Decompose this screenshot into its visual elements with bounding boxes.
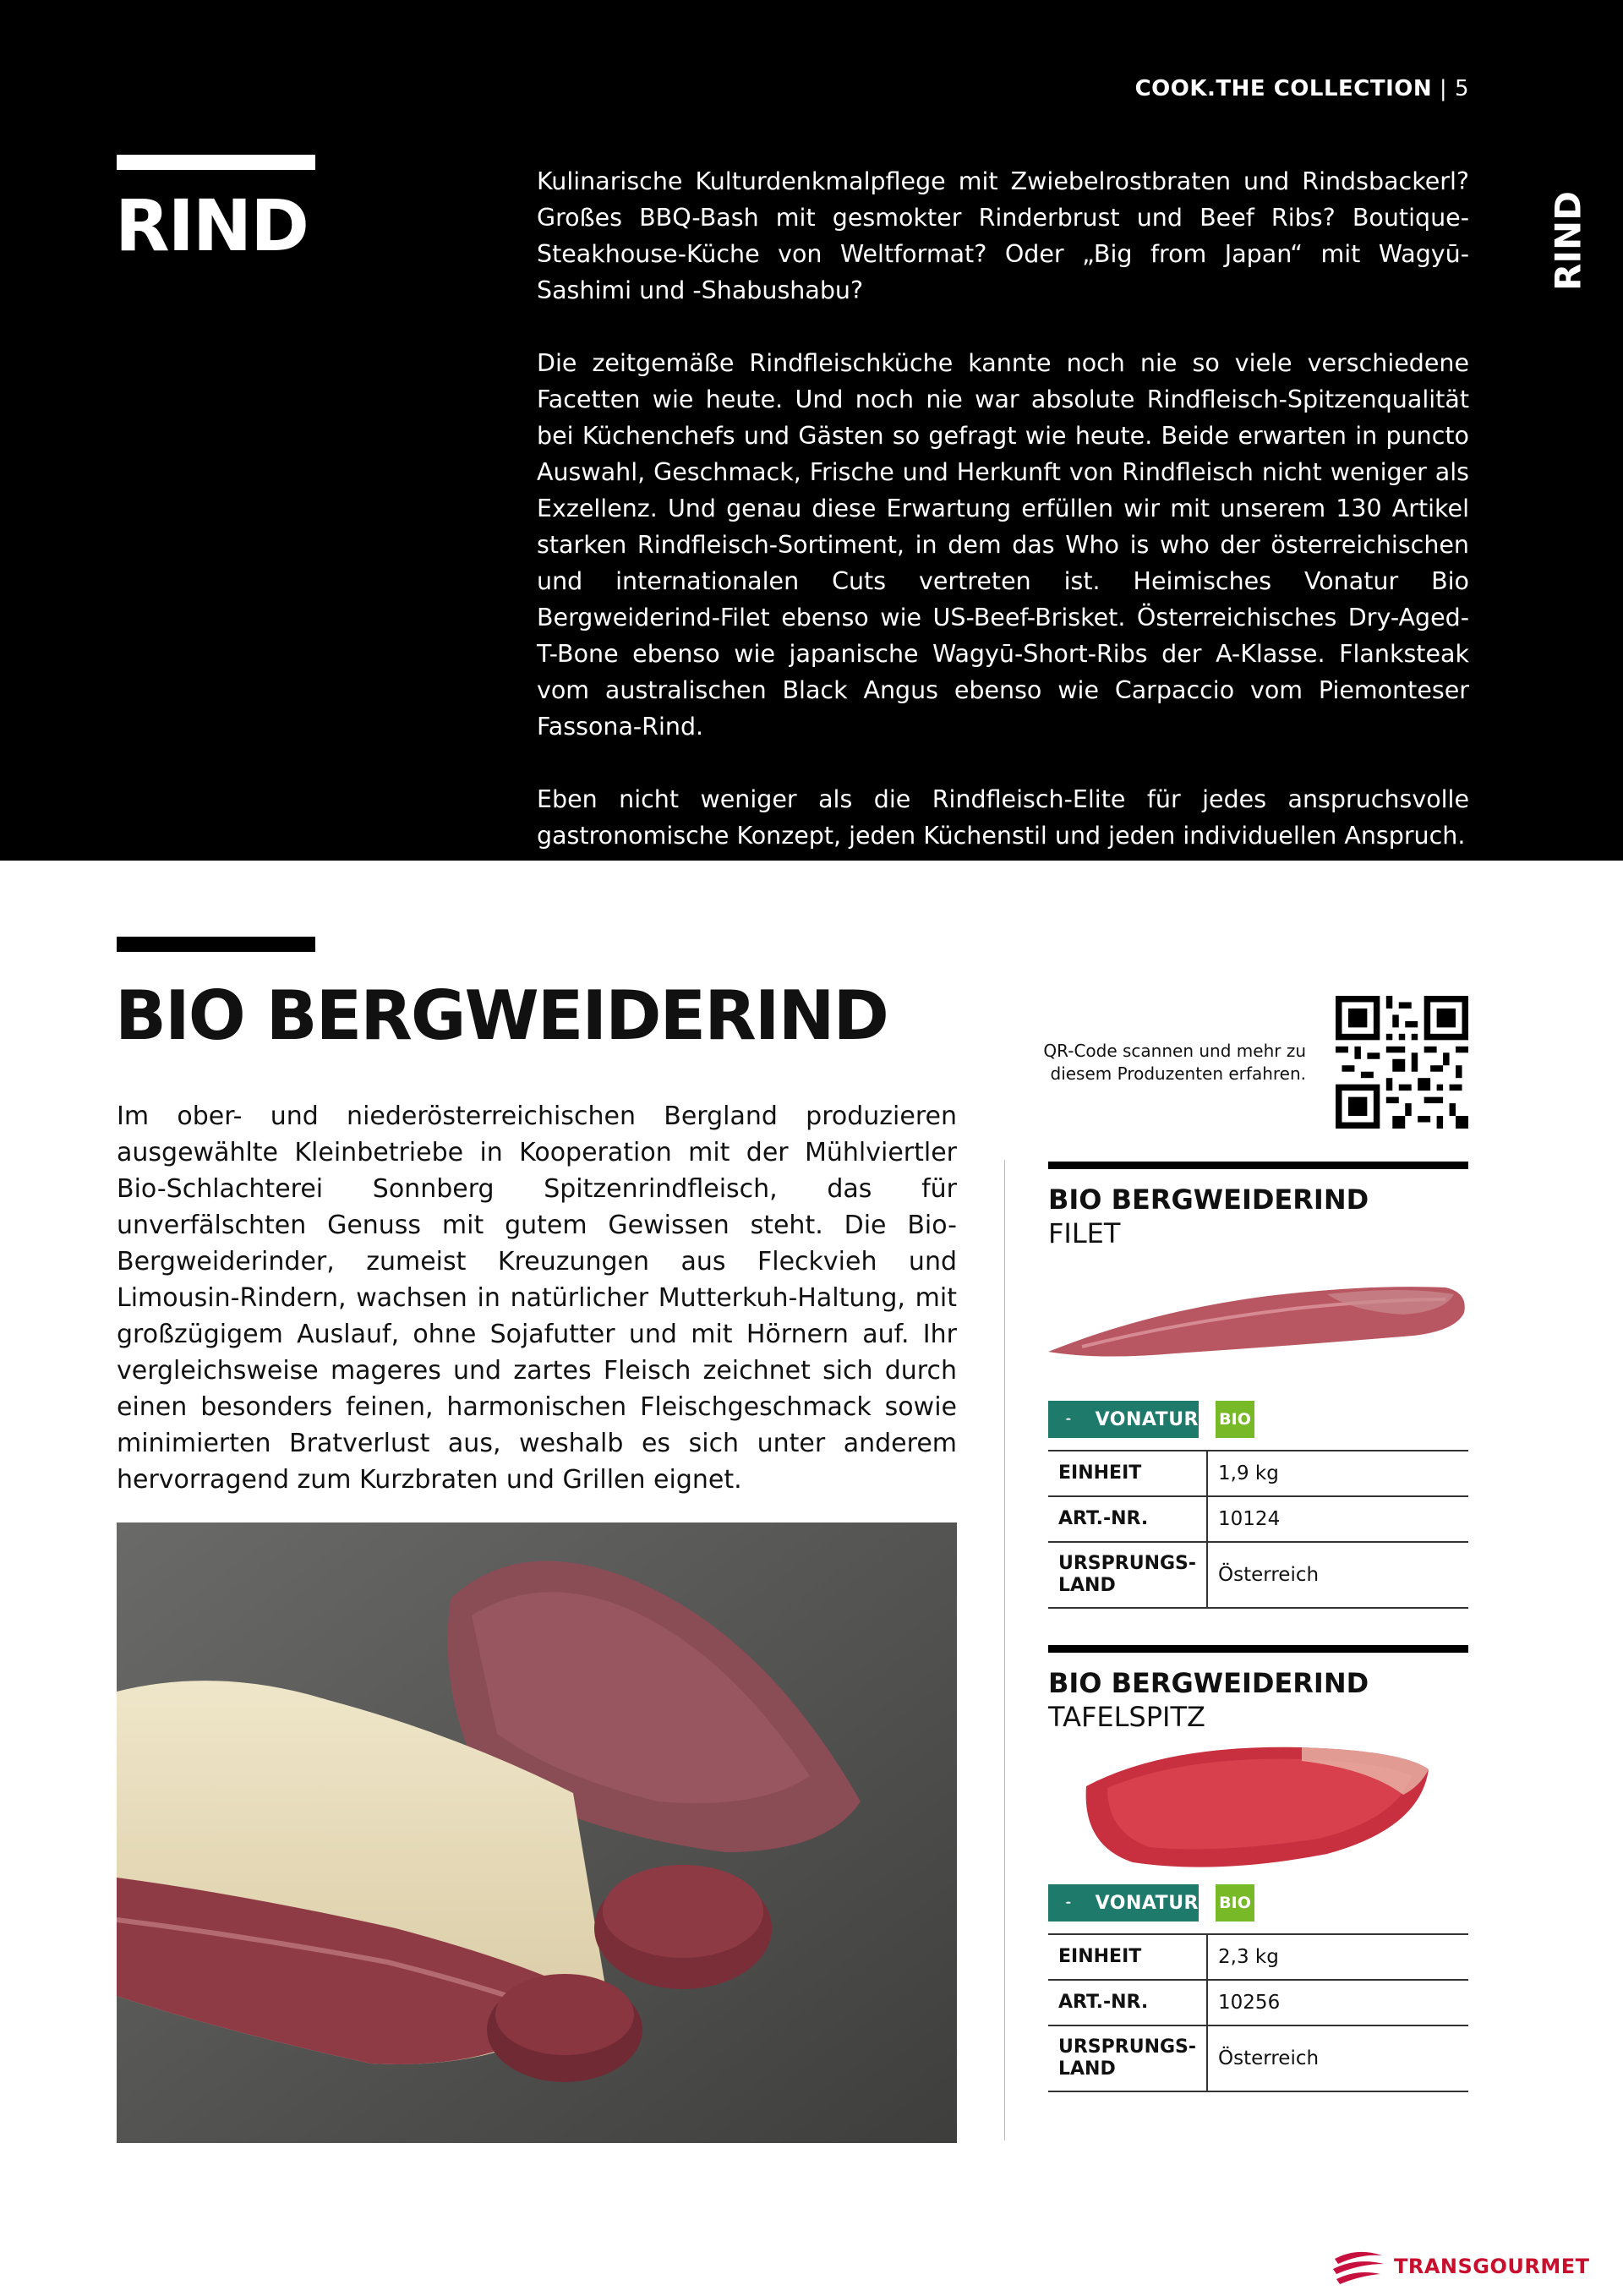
vonatur-leaf-icon <box>1065 1411 1072 1428</box>
product-cut: TAFELSPITZ <box>1048 1701 1205 1733</box>
spec-value: 10256 <box>1218 1992 1281 2014</box>
intro-paragraph: Kulinarische Kulturdenkmalpflege mit Zwiebelrostbraten und Rindsbackerl? Großes BBQ-Bash mit gesmokter Rinderbrust und Beef Ribs? Boutique-Steakhouse-Küche von Weltformat? Oder „Big from Japan“ mit Wagyū-Sashimi und -Shabushabu? <box>537 167 1469 304</box>
vonatur-leaf-icon <box>1065 1894 1072 1911</box>
spec-key: ART.-NR. <box>1048 1980 1207 2025</box>
spec-row <box>1048 1980 1468 2025</box>
vonatur-badge <box>1048 1884 1199 1922</box>
product-cut: FILET <box>1048 1217 1121 1249</box>
spec-row <box>1048 1451 1468 1496</box>
tafelspitz-illustration <box>1048 1736 1468 1871</box>
spec-row <box>1048 2025 1468 2091</box>
badge-row <box>1048 1401 1468 1438</box>
qr-caption <box>1010 1040 1306 1085</box>
product-card-filet <box>1048 1162 1468 1609</box>
spec-table <box>1048 1450 1468 1609</box>
spec-row <box>1048 1496 1468 1542</box>
spec-value: 1,9 kg <box>1218 1462 1279 1484</box>
feature-title: BIO BERGWEIDERIND <box>115 976 888 1055</box>
transgourmet-logo[interactable] <box>1331 2249 1590 2284</box>
product-card-tafelspitz <box>1048 1645 1468 2092</box>
vonatur-badge <box>1048 1401 1199 1438</box>
side-tab-label: RIND <box>1547 191 1589 291</box>
tafelspitz-image <box>1048 1736 1468 1871</box>
filet-illustration <box>1048 1252 1468 1387</box>
brand-name: TRANSGOURMET <box>1394 2255 1590 2278</box>
spec-table <box>1048 1933 1468 2092</box>
product-name: BIO BERGWEIDERIND <box>1048 1184 1369 1216</box>
feature-accent-bar <box>117 937 315 952</box>
qr-caption-line: diesem Produzenten erfahren. <box>1050 1063 1306 1084</box>
feature-body: Im ober- und niederösterreichischen Bergland produzieren ausgewählte Kleinbetriebe in Kooperation mit der Mühlviertler Bio-Schlachterei Sonnberg Spitzenrindfleisch, das für unverfälschten Genuss mit gutem Gewissen steht. Die Bio-Bergweiderinder, zumeist Kreuzungen aus Fleckvieh und Limousin-Rindern, wachsen in natürlicher Mutterkuh-Haltung, mit großzügigem Auslauf, ohne Sojafutter und mit Hörnern auf. Ihr vergleichsweise mageres und zartes Fleisch zeichnet sich durch einen besonders feinen, harmonischen Fleischgeschmack sowie minimierten Bratverlust aus, weshalb es sich unter anderem hervorragend zum Kurzbraten und Grillen eignet. <box>117 1102 957 1495</box>
transgourmet-swoosh-icon <box>1331 2249 1385 2284</box>
side-tab <box>1543 191 1593 291</box>
bio-badge: BIO <box>1216 1884 1254 1922</box>
spec-value: 10124 <box>1218 1508 1281 1530</box>
intro-text <box>537 163 1469 890</box>
spec-key: ART.-NR. <box>1048 1496 1207 1542</box>
title-accent-bar <box>117 155 315 170</box>
spec-value: 2,3 kg <box>1218 1946 1279 1968</box>
bio-badge: BIO <box>1216 1401 1254 1438</box>
spec-key-line: URSPRUNGS- <box>1058 2036 1197 2058</box>
vonatur-label: VONATUR <box>1095 1408 1199 1430</box>
vonatur-label: VONATUR <box>1095 1892 1199 1914</box>
section-title: RIND <box>115 184 308 267</box>
collection-title: COOK.THE COLLECTION <box>1134 76 1433 101</box>
spec-key: EINHEIT <box>1048 1451 1207 1496</box>
intro-paragraph: Die zeitgemäße Rindfleischküche kannte noch nie so viele verschiedene Facetten wie heute. Und noch nie war absolute Rindfleisch-Spitzenqualität bei Küchenchefs und Gästen so gefragt wie heute. Beide erwarten in puncto Auswahl, Geschmack, Frische und Herkunft von Rindfleisch nicht weniger als Exzellenz. Und genau diese Erwartung erfüllen wir mit unserem 130 Artikel starken Rindfleisch-Sortiment, in dem das Who is who der österreichischen und internationalen Cuts vertreten ist. Heimisches Vonatur Bio Bergweiderind-Filet ebenso wie US-Beef-Brisket. Österreichisches Dry-Aged-T-Bone ebenso wie japanische Wagyū-Short-Ribs der A-Klasse. Flanksteak vom australischen Black Angus ebenso wie Carpaccio vom Piemonteser Fassona-Rind. <box>537 349 1469 741</box>
spec-value: Österreich <box>1218 1564 1320 1586</box>
qr-code-icon[interactable] <box>1336 996 1468 1129</box>
filet-image <box>1048 1252 1468 1387</box>
spec-row <box>1048 1542 1468 1608</box>
spec-key-line: URSPRUNGS- <box>1058 1553 1197 1574</box>
spec-key <box>1048 2025 1207 2091</box>
spec-row <box>1048 1934 1468 1980</box>
column-divider <box>1004 1160 1005 2140</box>
spec-key: EINHEIT <box>1048 1934 1207 1980</box>
running-header <box>1135 76 1469 101</box>
product-bar <box>1048 1645 1468 1653</box>
spec-key-line: LAND <box>1058 1575 1116 1596</box>
spec-key <box>1048 1542 1207 1608</box>
qr-caption-line: QR-Code scannen und mehr zu <box>1043 1041 1306 1061</box>
badge-row <box>1048 1884 1468 1922</box>
top-section <box>0 0 1623 861</box>
product-bar <box>1048 1162 1468 1169</box>
spec-value: Österreich <box>1218 2047 1320 2069</box>
intro-paragraph: Eben nicht weniger als die Rindfleisch-Elite für jedes anspruchsvolle gastronomische Konzept, jeden Küchenstil und jeden individuellen Anspruch. <box>537 785 1469 850</box>
header-separator: | <box>1432 76 1455 101</box>
beef-photo <box>117 1522 957 2143</box>
product-name: BIO BERGWEIDERIND <box>1048 1667 1369 1699</box>
spec-key-line: LAND <box>1058 2058 1116 2080</box>
page-number: 5 <box>1454 76 1469 101</box>
beef-cuts-image <box>117 1522 957 2143</box>
